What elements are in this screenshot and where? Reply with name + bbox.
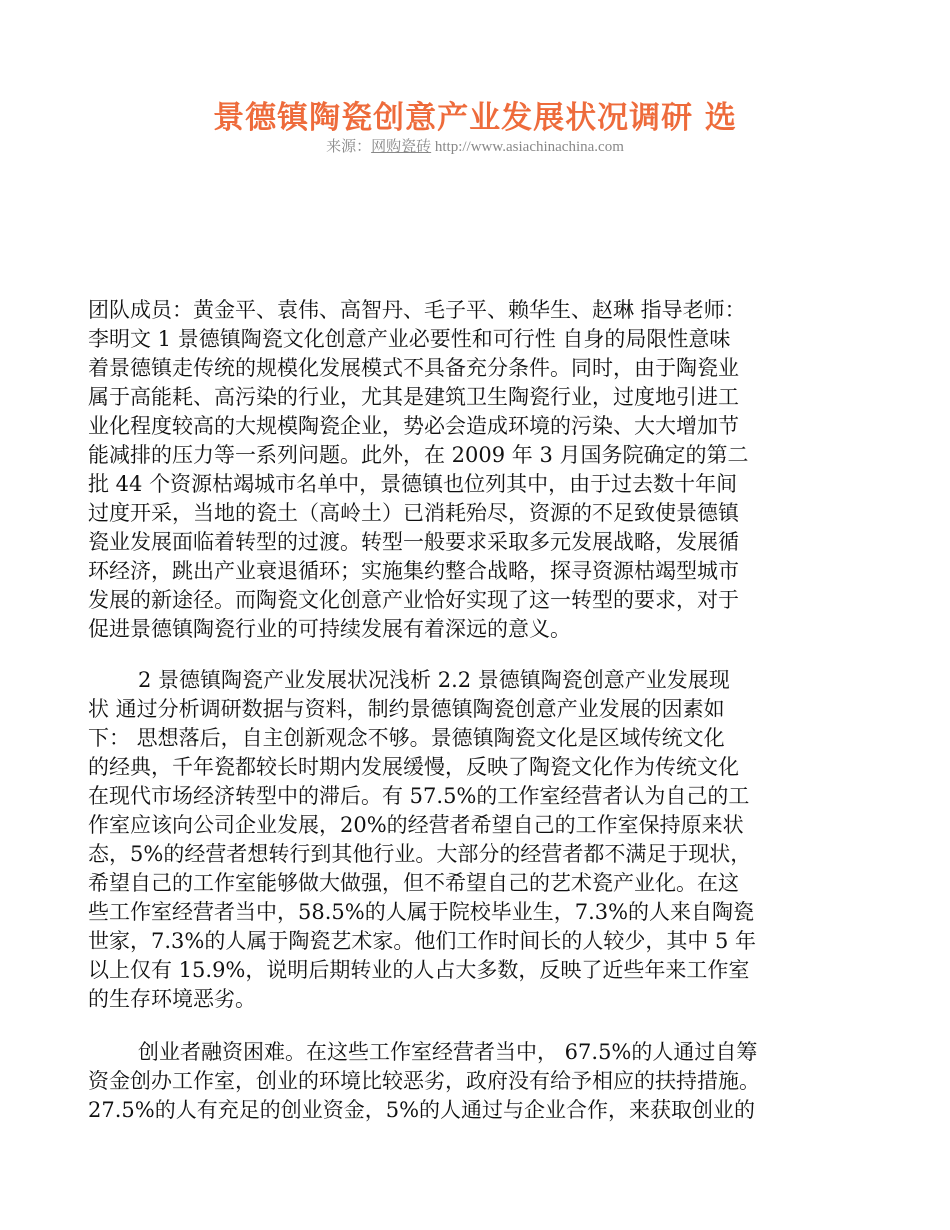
text-line: 作室应该向公司企业发展，20%的经营者希望自己的工作室保持原来状 [88, 813, 744, 837]
text-line: 李明文 1 景德镇陶瓷文化创意产业必要性和可行性 自身的局限性意味 [88, 327, 731, 351]
text-line: 环经济，跳出产业衰退循环；实施集约整合战略，探寻资源枯竭型城市 [88, 559, 739, 583]
text-line: 过度开采，当地的瓷土（高岭土）已消耗殆尽，资源的不足致使景德镇 [88, 501, 739, 525]
text-line: 批 44 个资源枯竭城市名单中，景德镇也位列其中，由于过去数十年间 [88, 472, 738, 496]
text-line: 2 景德镇陶瓷产业发展状况浅析 2.2 景德镇陶瓷创意产业发展现 [138, 668, 730, 692]
paragraph-2 [88, 666, 868, 1014]
text-line: 世家，7.3%的人属于陶瓷艺术家。他们工作时间长的人较少，其中 5 年 [88, 929, 757, 953]
text-line: 态，5%的经营者想转行到其他行业。大部分的经营者都不满足于现状， [88, 842, 752, 866]
text-line: 下： 思想落后，自主创新观念不够。景德镇陶瓷文化是区域传统文化 [88, 726, 725, 750]
document-title: 景德镇陶瓷创意产业发展状况调研 选 [213, 100, 737, 136]
source-prefix: 来源： [326, 139, 372, 155]
text-line: 在现代市场经济转型中的滞后。有 57.5%的工作室经营者认为自己的工 [88, 784, 750, 808]
text-line: 27.5%的人有充足的创业资金，5%的人通过与企业合作，来获取创业的 [88, 1098, 756, 1122]
text-line: 资金创办工作室，创业的环境比较恶劣，政府没有给予相应的扶持措施。 [88, 1069, 760, 1093]
text-line: 业化程度较高的大规模陶瓷企业，势必会造成环境的污染、大大增加节 [88, 414, 739, 438]
text-line: 的经典，千年瓷都较长时期内发展缓慢，反映了陶瓷文化作为传统文化 [88, 755, 739, 779]
text-line: 属于高能耗、高污染的行业，尤其是建筑卫生陶瓷行业，过度地引进工 [88, 385, 739, 409]
text-line: 创业者融资困难。在这些工作室经营者当中， 67.5%的人通过自筹 [138, 1040, 758, 1064]
text-line: 希望自己的工作室能够做大做强，但不希望自己的艺术瓷产业化。在这 [88, 871, 739, 895]
text-line: 状 通过分析调研数据与资料，制约景德镇陶瓷创意产业发展的因素如 [88, 697, 725, 721]
text-line: 瓷业发展面临着转型的过渡。转型一般要求采取多元发展战略，发展循 [88, 530, 739, 554]
text-line: 团队成员：黄金平、袁伟、高智丹、毛子平、赖华生、赵琳 指导老师： [88, 298, 746, 322]
paragraph-1 [88, 296, 868, 644]
text-line: 以上仅有 15.9%，说明后期转业的人占大多数，反映了近些年来工作室 [88, 958, 750, 982]
source-url: http://www.asiachinachina.com [431, 139, 624, 155]
text-line: 的生存环境恶劣。 [88, 987, 256, 1011]
text-line: 着景德镇走传统的规模化发展模式不具备充分条件。同时，由于陶瓷业 [88, 356, 739, 380]
text-line: 发展的新途径。而陶瓷文化创意产业恰好实现了这一转型的要求，对于 [88, 588, 739, 612]
paragraph-3 [88, 1038, 868, 1125]
text-line: 些工作室经营者当中，58.5%的人属于院校毕业生，7.3%的人来自陶瓷 [88, 900, 755, 924]
text-line: 促进景德镇陶瓷行业的可持续发展有着深远的意义。 [88, 617, 571, 641]
source-line [0, 135, 950, 156]
text-line: 能减排的压力等一系列问题。此外，在 2009 年 3 月国务院确定的第二 [88, 443, 749, 467]
source-link[interactable]: 网购瓷砖 [371, 139, 432, 155]
